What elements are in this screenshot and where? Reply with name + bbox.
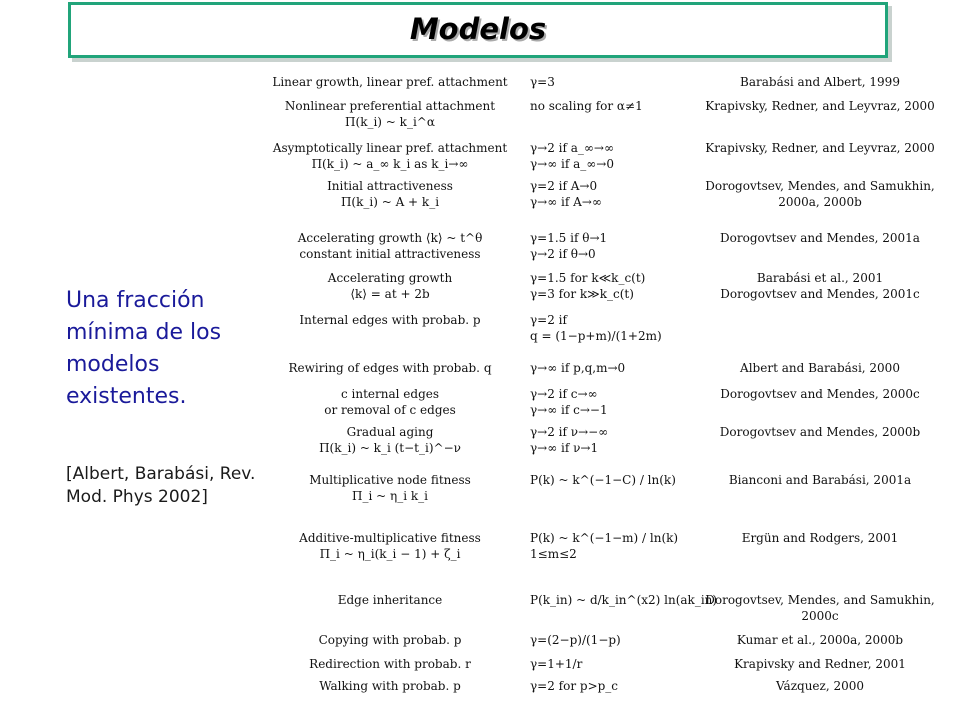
model-line: Linear growth, linear pref. attachment <box>272 75 508 89</box>
exponent-line: no scaling for α≠1 <box>530 99 643 113</box>
model-cell <box>270 98 510 130</box>
reference-cell: Albert and Barabási, 2000 <box>740 361 900 375</box>
exponent-cell <box>530 656 670 672</box>
exponent-line: P(k) ~ k^(−1−C) / ln(k) <box>530 473 676 487</box>
exponent-cell <box>530 230 670 262</box>
exponent-line: γ=3 for k≫k_c(t) <box>530 287 634 301</box>
model-line: Multiplicative node fitness <box>309 473 471 487</box>
model-line: Initial attractiveness <box>327 179 453 193</box>
exponent-line: γ=1.5 if θ→1 <box>530 231 608 245</box>
reference-cell: Barabási and Albert, 1999 <box>740 75 900 89</box>
exponent-line: 1≤m≤2 <box>530 547 577 561</box>
model-line: Accelerating growth ⟨k⟩ ~ t^θ <box>297 231 483 245</box>
model-line: Π(k_i) ~ k_i (t−t_i)^−ν <box>319 441 461 455</box>
exponent-cell <box>530 632 670 648</box>
reference-cell: Dorogovtsev and Mendes, 2000c <box>720 387 920 401</box>
reference-cell: Krapivsky, Redner, and Leyvraz, 2000 <box>705 99 935 113</box>
exponent-line: γ→2 if ν→−∞ <box>530 425 609 439</box>
exponent-line: q = (1−p+m)/(1+2m) <box>530 329 662 343</box>
exponent-cell <box>530 178 670 210</box>
model-cell <box>270 140 510 172</box>
exponent-line: γ→∞ if a_∞→0 <box>530 157 614 171</box>
model-cell <box>270 632 510 648</box>
model-cell <box>270 592 510 608</box>
model-line: c internal edges <box>340 387 440 401</box>
exponent-cell <box>530 678 670 694</box>
title-banner <box>68 2 888 58</box>
model-line: Nonlinear preferential attachment <box>284 99 496 113</box>
model-line: Π(k_i) ~ k_i^α <box>345 115 435 129</box>
model-line: Additive-multiplicative fitness <box>299 531 481 545</box>
exponent-line: γ→∞ if ν→1 <box>530 441 599 455</box>
model-line: ⟨k⟩ = at + 2b <box>350 287 430 301</box>
reference-cell: Kumar et al., 2000a, 2000b <box>736 633 904 647</box>
model-line: constant initial attractiveness <box>299 247 481 261</box>
model-line: Π(k_i) ~ A + k_i <box>340 195 440 209</box>
exponent-cell <box>530 386 670 418</box>
exponent-line: γ=(2−p)/(1−p) <box>530 633 621 647</box>
model-line: Redirection with probab. r <box>309 657 471 671</box>
exponent-line: γ=2 for p>p_c <box>530 679 619 693</box>
exponent-cell <box>530 98 670 114</box>
model-cell <box>270 74 510 90</box>
model-line: Asymptotically linear pref. attachment <box>272 141 508 155</box>
exponent-line: γ=1+1/r <box>530 657 583 671</box>
citation-text: [Albert, Barabási, Rev. Mod. Phys 2002] <box>66 464 256 507</box>
exponent-line: γ→2 if θ→0 <box>530 247 596 261</box>
model-line: Edge inheritance <box>337 593 443 607</box>
exponent-line: γ→∞ if p,q,m→0 <box>530 361 626 375</box>
exponent-cell <box>530 424 670 456</box>
model-line: or removal of c edges <box>324 403 456 417</box>
exponent-line: γ=3 <box>530 75 555 89</box>
reference-cell: Krapivsky and Redner, 2001 <box>734 657 906 671</box>
model-line: Accelerating growth <box>327 271 453 285</box>
model-line: Internal edges with probab. p <box>299 313 481 327</box>
model-cell <box>270 424 510 456</box>
exponent-cell <box>530 360 670 376</box>
reference-cell: Ergün and Rodgers, 2001 <box>741 531 899 545</box>
reference-cell: Dorogovtsev, Mendes, and Samukhin, 2000c <box>705 593 935 623</box>
exponent-line: P(k) ~ k^(−1−m) / ln(k) <box>530 531 679 545</box>
model-cell <box>270 678 510 694</box>
model-cell <box>270 656 510 672</box>
model-cell <box>270 530 510 562</box>
model-cell <box>270 360 510 376</box>
model-cell <box>270 178 510 210</box>
exponent-line: γ=2 if <box>530 313 567 327</box>
model-line: Π_i ~ η_i k_i <box>352 489 428 503</box>
model-cell <box>270 386 510 418</box>
model-line: Gradual aging <box>346 425 434 439</box>
model-cell <box>270 230 510 262</box>
slide-title: Modelos <box>409 12 547 46</box>
model-cell <box>270 472 510 504</box>
exponent-cell <box>530 140 670 172</box>
model-line: Π(k_i) ~ a_∞ k_i as k_i→∞ <box>311 157 469 171</box>
reference-cell: Dorogovtsev and Mendes, 2000b <box>719 425 921 439</box>
exponent-line: γ=1.5 for k≪k_c(t) <box>530 271 646 285</box>
exponent-cell <box>530 530 679 562</box>
exponent-cell <box>530 472 676 488</box>
model-line: Copying with probab. p <box>318 633 462 647</box>
caption-text: Una fracción mínima de los modelos existentes. <box>66 288 222 409</box>
reference-cell: Dorogovtsev, Mendes, and Samukhin, 2000a, 2000b <box>705 179 935 209</box>
exponent-line: γ→2 if a_∞→∞ <box>530 141 614 155</box>
model-line: Walking with probab. p <box>319 679 461 693</box>
exponent-line: γ→2 if c→∞ <box>530 387 598 401</box>
exponent-line: P(k_in) ~ d/k_in^(x2) ln(ak_in) <box>530 593 718 607</box>
exponent-cell <box>530 270 670 302</box>
exponent-line: γ→∞ if A→∞ <box>530 195 602 209</box>
exponent-cell <box>530 592 718 608</box>
reference-cell: Krapivsky, Redner, and Leyvraz, 2000 <box>705 141 935 155</box>
exponent-line: γ→∞ if c→−1 <box>530 403 608 417</box>
reference-cell: Barabási et al., 2001 Dorogovtsev and Mendes, 2001c <box>720 271 920 301</box>
model-cell <box>270 312 510 328</box>
model-cell <box>270 270 510 302</box>
reference-cell: Vázquez, 2000 <box>775 679 865 693</box>
model-line: Π_i ~ η_i(k_i − 1) + ζ_i <box>319 547 461 561</box>
exponent-cell <box>530 74 670 90</box>
reference-cell: Dorogovtsev and Mendes, 2001a <box>720 231 920 245</box>
exponent-cell <box>530 312 670 344</box>
exponent-line: γ=2 if A→0 <box>530 179 598 193</box>
model-line: Rewiring of edges with probab. q <box>288 361 492 375</box>
reference-cell: Bianconi and Barabási, 2001a <box>728 473 912 487</box>
